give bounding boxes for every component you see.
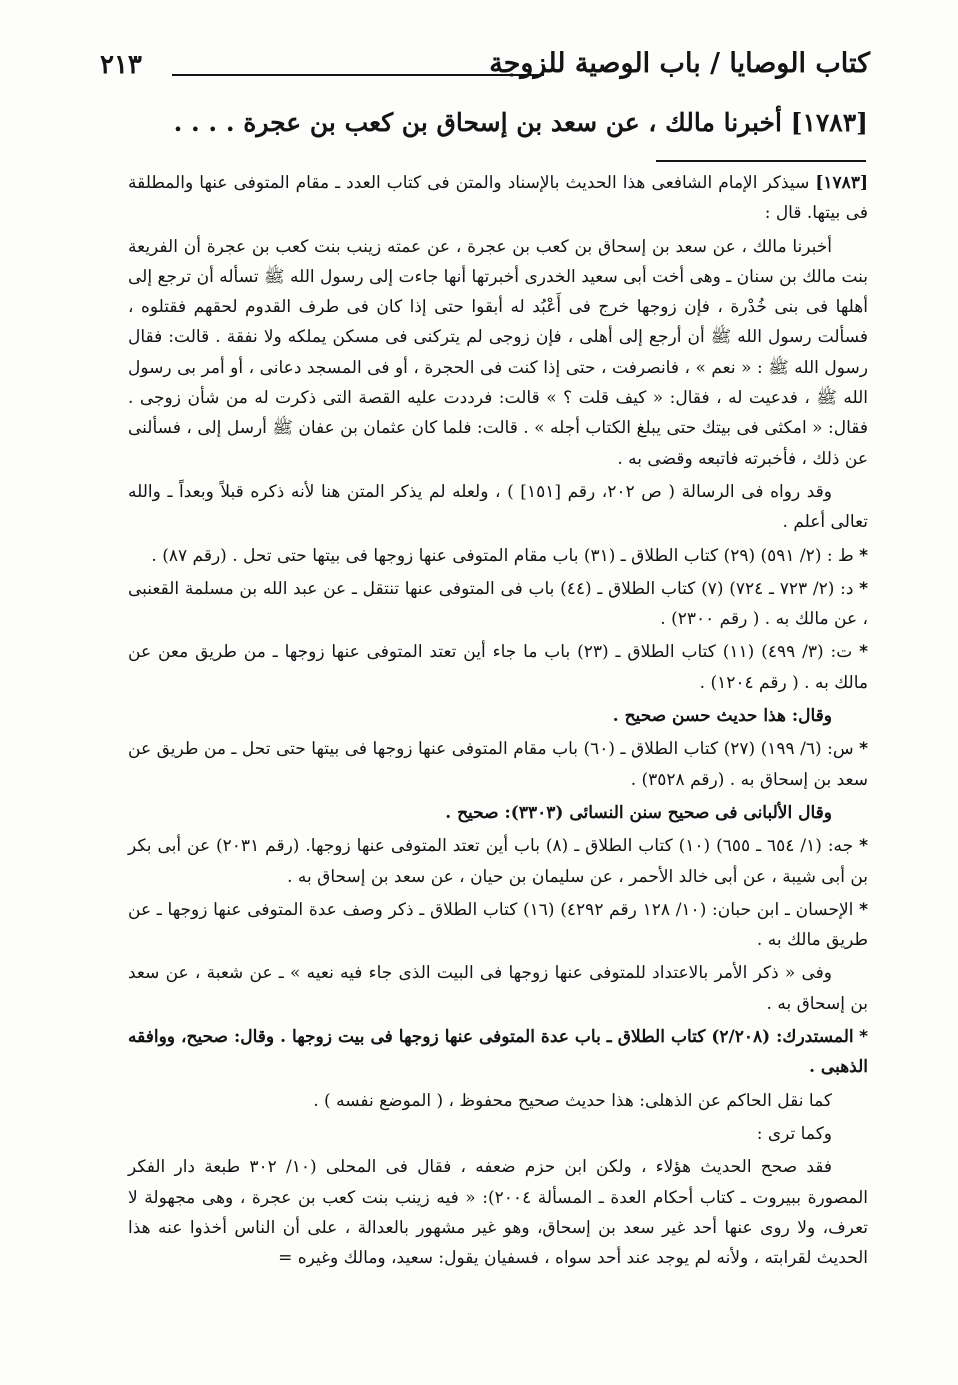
hadith-number: [١٧٨٣] <box>815 173 868 193</box>
takhrij-nasai <box>128 734 868 795</box>
bullet-marker: * <box>859 899 869 920</box>
bullet-marker: * <box>859 545 868 566</box>
bullet-marker: * <box>859 739 869 760</box>
header-rule <box>172 74 544 76</box>
takhrij-tirmidhi-text: ت: (٣/ ٤٩٩) (١١) كتاب الطلاق ـ (٢٣) باب ما جاء أين تعتد المتوفى عنها زوجها ـ من طريق معن عن مالك به . ( رقم ١٢٠٤) . <box>128 642 868 693</box>
dhuhli-note: كما نقل الحاكم عن الذهلى: هذا حديث صحيح محفوظ ، ( الموضع نفسه ) . <box>313 1090 832 1111</box>
commentary <box>128 168 868 1276</box>
ibn-hazm-critique: فقد صحح الحديث هؤلاء ، ولكن ابن حزم ضعفه ، فقال فى المحلى (١٠/ ٣٠٢ طبعة دار الفكر المصورة ببيروت ـ كتاب أحكام العدة ـ المسألة ٢٠٠٤): « فيه زينب بنت كعب بن عجرة ، وهى مجهولة لا تعرف، ولا روى عنها أحد غير سعد بن إسحاق، وهو غير مشهور بالعدالة ، على أن الناس أخذوا عنه هذا الحديث لقرابته ، ولأنه لم يوجد عند أحد سواه ، فسفيان يقول: سعيد، ومالك وغيره = <box>128 1157 868 1269</box>
bullet-marker: * <box>859 578 869 599</box>
tirmidhi-grade: وقال: هذا حديث حسن صحيح . <box>612 706 832 727</box>
takhrij-nasai-text: س: (٦/ ١٩٩) (٢٧) كتاب الطلاق ـ (٦٠) باب مقام المتوفى عنها زوجها فى بيتها حتى تحل ـ من طريق عن سعد بن إسحاق به . (رقم ٣٥٢٨) . <box>128 739 868 790</box>
hadith-text: أخبرنا مالك ، عن سعد بن إسحاق بن كعب بن عجرة ، عن عمته زينب بنت كعب بن عجرة أن الفريعة بنت مالك بن سنان ـ وهى أخت أبى سعيد الخدرى أخبرتها أنها جاءت إلى رسول الله ﷺ تسأله أن ترجع إلى أهلها فى بنى خُدْرة ، فإن زوجها خرج فى أَعْبُد له أبقوا حتى إذا كان فى طرف القدوم لحقهم فقتلوه ، فسألت رسول الله ﷺ أن أرجع إلى أهلى ، فإن زوجى لم يتركنى فى مسكن يملكه ولا نفقة . قالت: فقال رسول الله ﷺ : « نعم » ، فانصرفت ، حتى إذا كنت فى الحجرة ، أو فى المسجد دعانى ، أو أمر بى رسول الله ﷺ ، فدعيت له ، فقال: « كيف قلت ؟ » قالت: فرددت عليه القصة التى ذكرت له من شأن زوجى . فقال: « امكثى فى بيتك حتى يبلغ الكتاب أجله » . قالت: فلما كان عثمان بن عفان ﷺ أرسل إلى ، فسألنى عن ذلك ، فأخبرته فاتبعه وقضى به . <box>128 236 868 469</box>
takhrij-ibn-majah-text: جه: (١/ ٦٥٤ ـ ٦٥٥) (١٠) كتاب الطلاق ـ (٨) باب أين تعتد المتوفى عنها زوجها. (رقم ٢٠٣١) عن أبى بكر بن أبى شيبة ، عن أبى خالد الأحمر ، عن سليمان بن حيان ، عن سعد بن إسحاق به . <box>128 836 868 887</box>
albani-grade: وقال الألبانى فى صحيح سنن النسائى (٣٣٠٣): صحيح . <box>445 802 832 823</box>
takhrij-tirmidhi <box>128 637 868 698</box>
takhrij-ihsan <box>128 895 868 956</box>
commentary-intro <box>128 168 868 229</box>
bullet-marker: * <box>859 1027 868 1048</box>
page-header <box>100 48 870 92</box>
as-you-see: وكما ترى : <box>756 1123 832 1144</box>
takhrij-mustadrak-text: المستدرك: (٢/٢٠٨) كتاب الطلاق ـ باب عدة المتوفى عنها زوجها فى بيت زوجها . وقال: صحيح، ووافقه الذهبى . <box>128 1027 868 1078</box>
takhrij-abu-dawud-text: د: (٢/ ٧٢٣ ـ ٧٢٤) (٧) كتاب الطلاق ـ (٤٤) باب فى المتوفى عنها تنتقل ـ عن عبد الله بن مسلمة القعنبى ، عن مالك به . ( رقم ٢٣٠٠) . <box>128 578 868 630</box>
takhrij-mustadrak <box>128 1022 868 1083</box>
hadith-heading: [١٧٨٣] أخبرنا مالك ، عن سعد بن إسحاق بن كعب بن عجرة . . . . <box>173 108 868 137</box>
takhrij-muwatta-text: ط : (٢/ ٥٩١) (٢٩) كتاب الطلاق ـ (٣١) باب مقام المتوفى عنها زوجها فى بيتها حتى تحل . (رقم ٨٧) . <box>151 545 854 566</box>
takhrij-ibn-majah <box>128 831 868 892</box>
running-title: كتاب الوصايا / باب الوصية للزوجة <box>489 48 870 79</box>
takhrij-abu-dawud <box>128 574 868 635</box>
bullet-marker: * <box>859 836 869 857</box>
takhrij-ihsan-text: الإحسان ـ ابن حبان: (١٠/ ١٢٨ رقم ٤٢٩٢) (١٦) كتاب الطلاق ـ ذكر وصف عدة المتوفى عنها زوجها ـ عن طريق مالك به . <box>128 899 868 951</box>
commentary-rule <box>656 160 866 162</box>
takhrij-ihsan-2: وفى « ذكر الأمر بالاعتداد للمتوفى عنها زوجها فى البيت الذى جاء فيه نعيه » ـ عن شعبة ، عن سعد بن إسحاق به . <box>128 963 868 1014</box>
takhrij-muwatta <box>128 541 868 571</box>
bullet-marker: * <box>859 642 869 663</box>
risala-note: وقد رواه فى الرسالة ( ص ٢٠٢، رقم [١٥١] ) ، ولعله لم يذكر المتن هنا لأنه ذكره قبلاً وبعداً ـ والله تعالى أعلم . <box>128 481 868 533</box>
intro-text: سيذكر الإمام الشافعى هذا الحديث بالإسناد والمتن فى كتاب العدد ـ مقام المتوفى عنها والمطلقة فى بيتها. قال : <box>128 173 868 224</box>
page-number: ٢١٣ <box>100 50 142 80</box>
